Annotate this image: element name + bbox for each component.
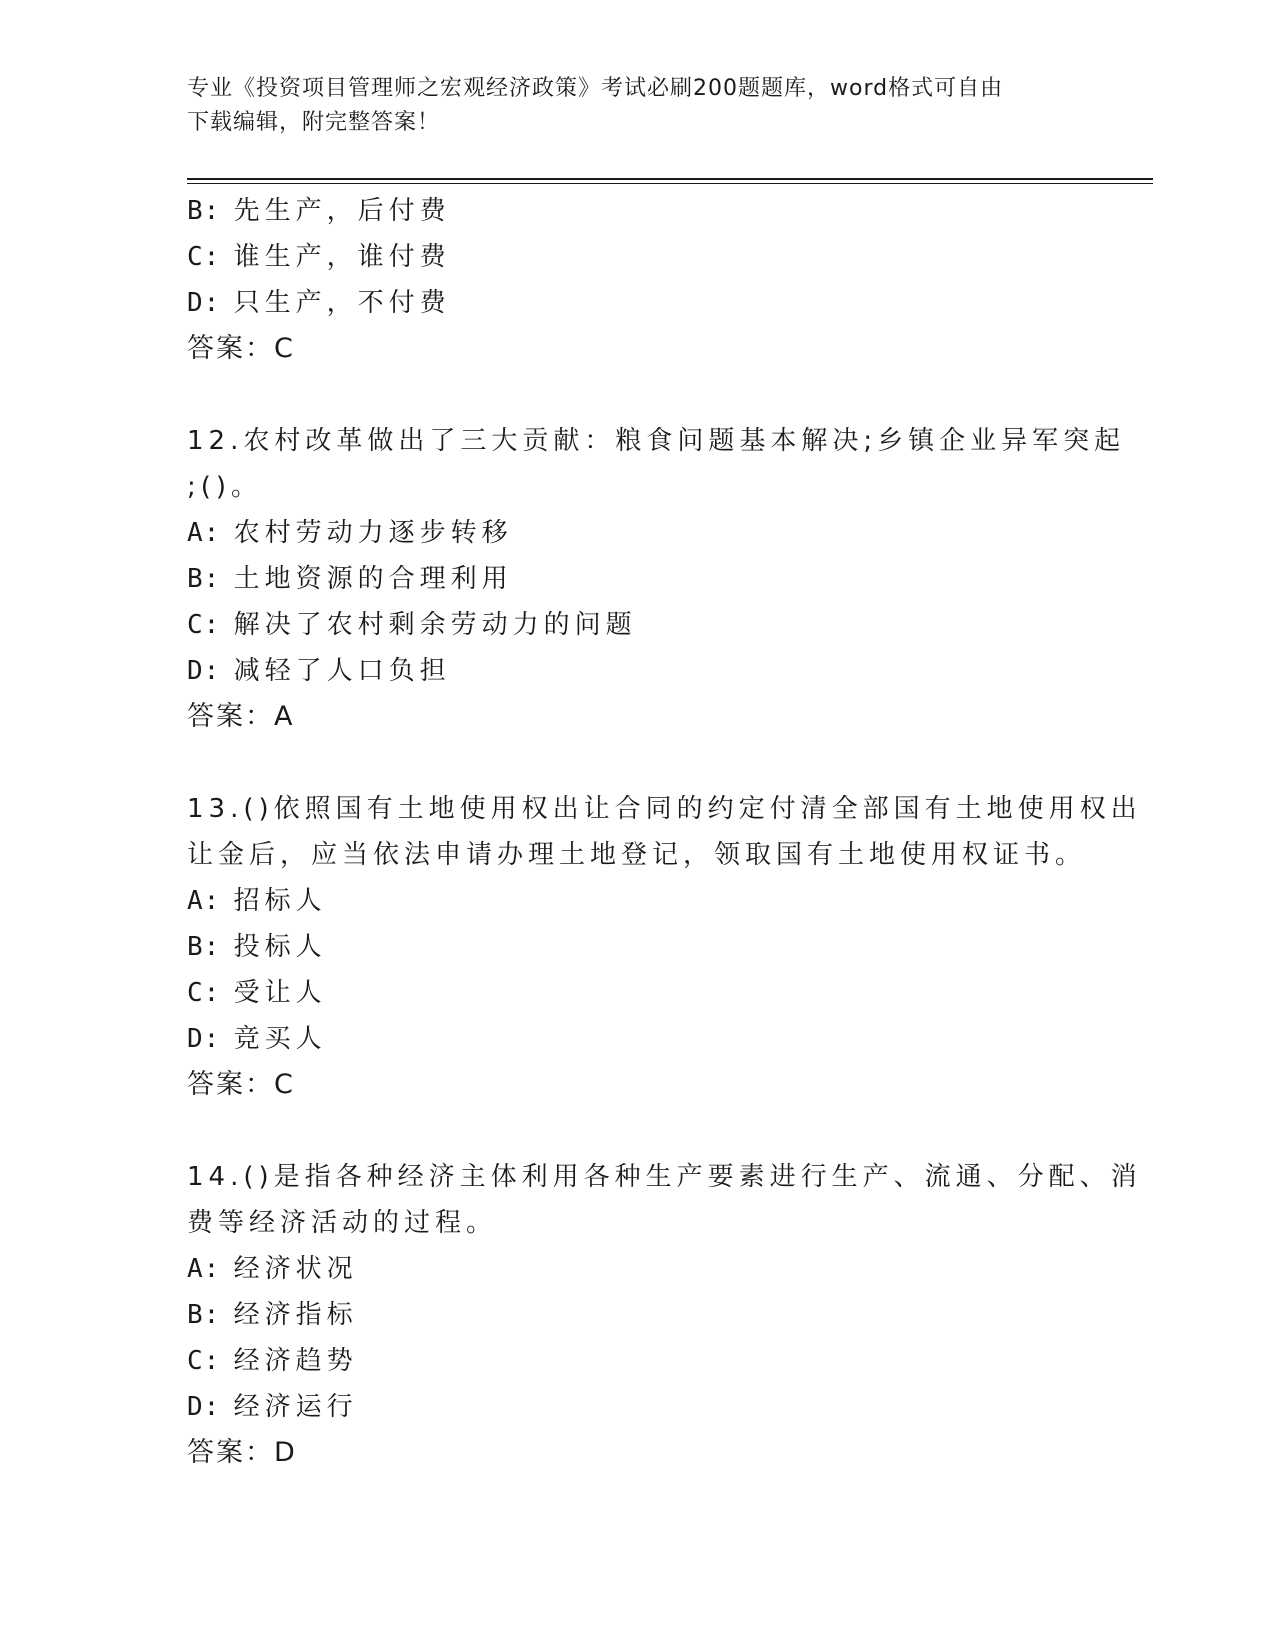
question-text-line-1: 14.()是指各种经济主体利用各种生产要素进行生产、流通、分配、消 — [187, 1162, 1142, 1192]
answer: 答案：A — [187, 701, 295, 732]
option-c: C: 解决了农村剩余劳动力的问题 — [187, 610, 637, 640]
spacer — [187, 740, 1087, 786]
option-a: A: 农村劳动力逐步转移 — [187, 518, 513, 548]
question-13 — [187, 786, 1142, 1108]
option-b: B: 经济指标 — [187, 1300, 358, 1330]
question-text-line-2: ;()。 — [187, 472, 263, 502]
option-d: D: 减轻了人口负担 — [187, 656, 451, 686]
option-d: D: 只生产，不付费 — [187, 288, 451, 318]
option-b: B: 先生产，后付费 — [187, 196, 451, 226]
option-a: A: 招标人 — [187, 886, 327, 916]
question-text-line-2: 让金后，应当依法申请办理土地登记，领取国有土地使用权证书。 — [187, 840, 1087, 870]
option-d: D: 经济运行 — [187, 1392, 358, 1422]
answer: 答案：D — [187, 1437, 297, 1468]
option-b: B: 投标人 — [187, 932, 327, 962]
option-c: C: 经济趋势 — [187, 1346, 358, 1376]
option-a: A: 经济状况 — [187, 1254, 358, 1284]
header-rule-thick — [187, 178, 1153, 180]
answer: 答案：C — [187, 1069, 295, 1100]
document-header — [187, 72, 1087, 140]
header-line-1: 专业《投资项目管理师之宏观经济政策》考试必刷200题题库，word格式可自由 — [187, 76, 1004, 101]
header-rule-thin — [187, 183, 1153, 184]
header-line-2: 下载编辑，附完整答案！ — [187, 110, 441, 135]
option-c: C: 受让人 — [187, 978, 327, 1008]
question-11-continuation — [187, 188, 1087, 372]
question-14 — [187, 1154, 1142, 1476]
question-12 — [187, 418, 1126, 740]
question-text-line-1: 12.农村改革做出了三大贡献：粮食问题基本解决;乡镇企业异军突起 — [187, 426, 1126, 456]
question-text-line-2: 费等经济活动的过程。 — [187, 1208, 498, 1238]
question-text-line-1: 13.()依照国有土地使用权出让合同的约定付清全部国有土地使用权出 — [187, 794, 1142, 824]
spacer — [187, 1108, 1087, 1154]
option-c: C: 谁生产，谁付费 — [187, 242, 451, 272]
question-content — [187, 188, 1142, 1476]
option-b: B: 土地资源的合理利用 — [187, 564, 513, 594]
option-d: D: 竞买人 — [187, 1024, 327, 1054]
answer: 答案：C — [187, 333, 295, 364]
spacer — [187, 372, 1087, 418]
